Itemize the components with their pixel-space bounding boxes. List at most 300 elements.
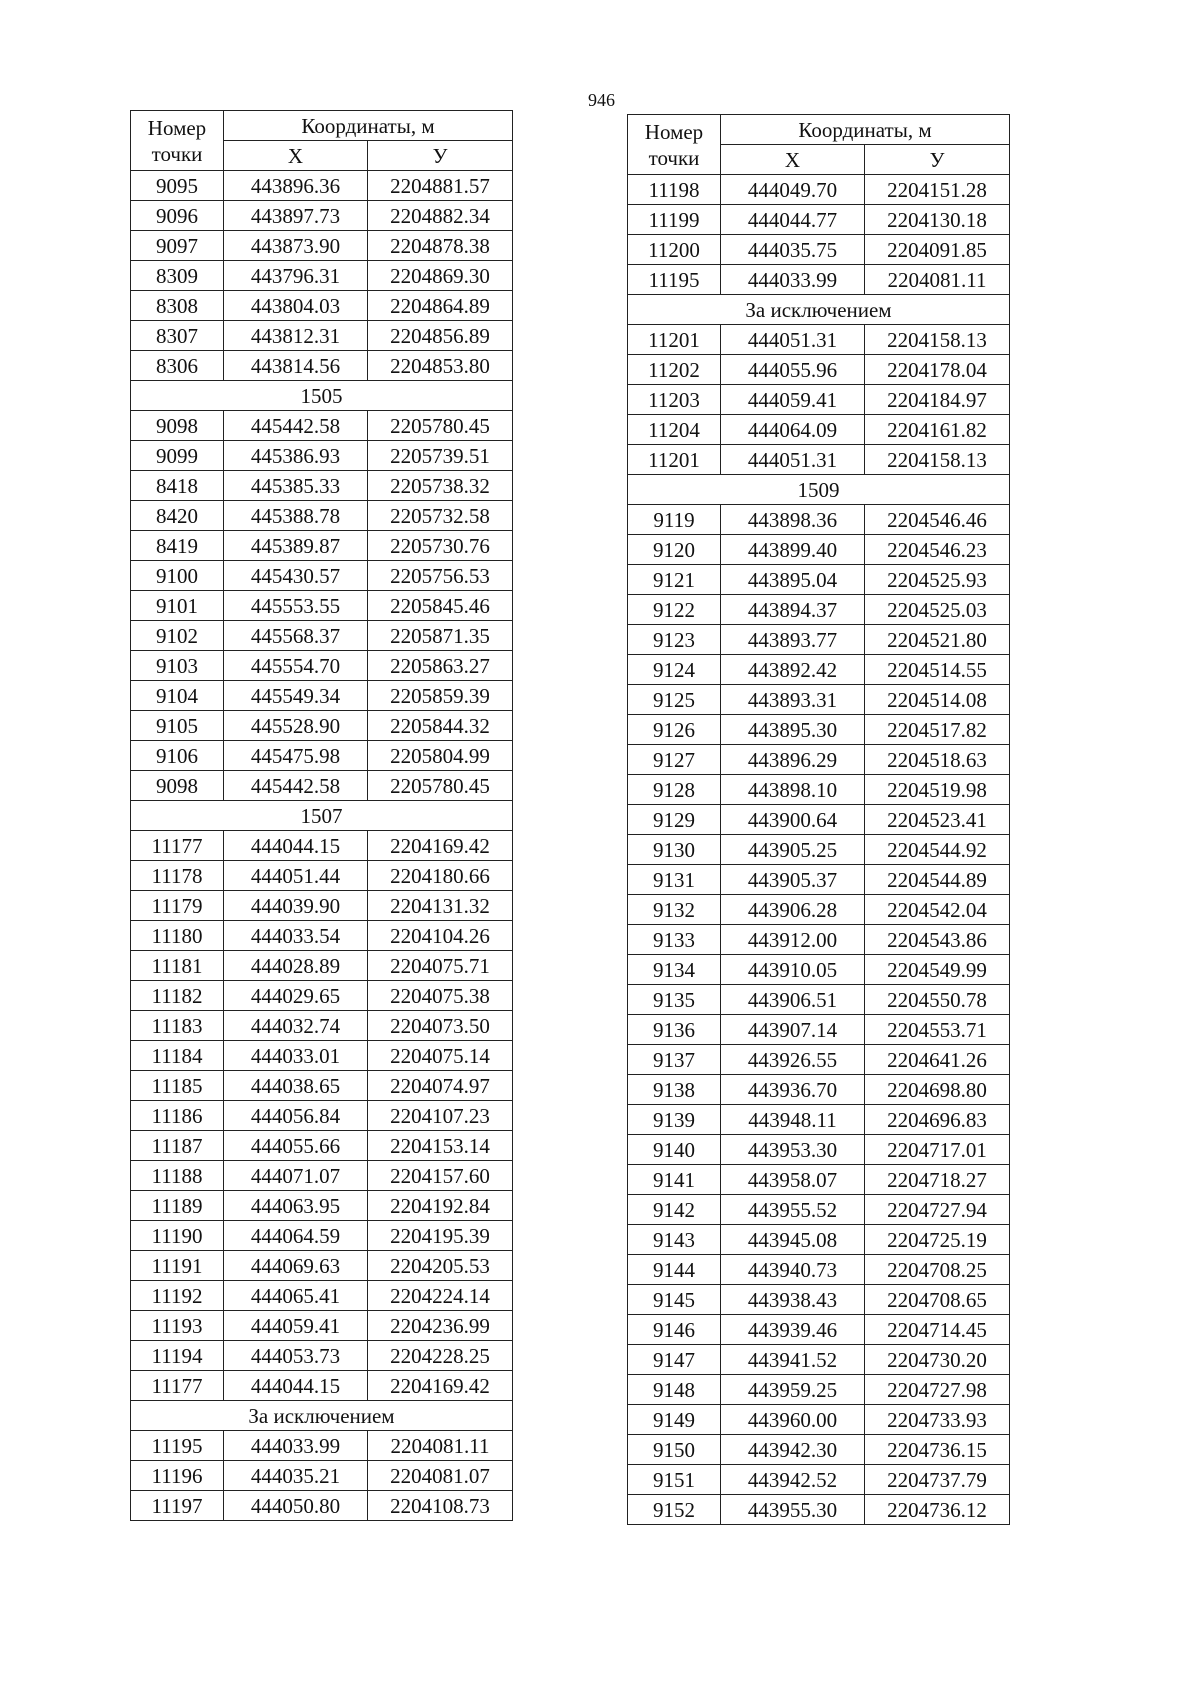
table-row — [628, 595, 1010, 625]
table-row — [628, 445, 1010, 475]
table-row — [131, 1131, 513, 1161]
x-coordinate-cell: 444059.41 — [224, 1311, 368, 1341]
table-row — [628, 1465, 1010, 1495]
point-number-cell: 9119 — [628, 505, 721, 535]
y-coordinate-cell: 2204736.12 — [865, 1495, 1010, 1525]
point-number-cell: 11202 — [628, 355, 721, 385]
section-label: 1507 — [131, 801, 513, 831]
table-row — [131, 201, 513, 231]
section-row — [131, 381, 513, 411]
x-coordinate-cell: 443894.37 — [721, 595, 865, 625]
y-coordinate-cell: 2204869.30 — [368, 261, 513, 291]
point-number-cell: 11192 — [131, 1281, 224, 1311]
x-coordinate-cell: 443959.25 — [721, 1375, 865, 1405]
y-coordinate-cell: 2205859.39 — [368, 681, 513, 711]
table-row — [628, 1375, 1010, 1405]
coordinates-table-left — [130, 110, 513, 1521]
point-number-header-line2: точки — [648, 145, 700, 170]
point-number-cell: 9098 — [131, 771, 224, 801]
y-coordinate-cell: 2204882.34 — [368, 201, 513, 231]
x-coordinate-cell: 445389.87 — [224, 531, 368, 561]
y-coordinate-cell: 2204714.45 — [865, 1315, 1010, 1345]
x-coordinate-cell: 444056.84 — [224, 1101, 368, 1131]
table-row — [628, 985, 1010, 1015]
y-coordinate-cell: 2204081.11 — [368, 1431, 513, 1461]
y-coordinate-cell: 2204161.82 — [865, 415, 1010, 445]
point-number-cell: 11179 — [131, 891, 224, 921]
x-coordinate-cell: 443955.52 — [721, 1195, 865, 1225]
table-row — [131, 171, 513, 201]
x-coordinate-cell: 444033.54 — [224, 921, 368, 951]
y-coordinate-cell: 2204169.42 — [368, 1371, 513, 1401]
table-row — [628, 175, 1010, 205]
y-coordinate-cell: 2205738.32 — [368, 471, 513, 501]
y-coordinate-cell: 2204104.26 — [368, 921, 513, 951]
y-coordinate-cell: 2204205.53 — [368, 1251, 513, 1281]
y-coordinate-cell: 2204698.80 — [865, 1075, 1010, 1105]
coordinates-table-right — [627, 114, 1010, 1525]
x-coordinate-cell: 443897.73 — [224, 201, 368, 231]
table-row — [131, 861, 513, 891]
point-number-cell: 9122 — [628, 595, 721, 625]
section-row — [131, 801, 513, 831]
y-coordinate-cell: 2204737.79 — [865, 1465, 1010, 1495]
point-number-cell: 8307 — [131, 321, 224, 351]
point-number-cell: 8419 — [131, 531, 224, 561]
y-coordinate-cell: 2204195.39 — [368, 1221, 513, 1251]
x-coordinate-cell: 443906.28 — [721, 895, 865, 925]
point-number-cell: 9099 — [131, 441, 224, 471]
x-coordinate-cell: 445430.57 — [224, 561, 368, 591]
x-coordinate-cell: 444064.09 — [721, 415, 865, 445]
table-row — [131, 591, 513, 621]
x-coordinate-cell: 443945.08 — [721, 1225, 865, 1255]
point-number-cell: 9134 — [628, 955, 721, 985]
point-number-cell: 11201 — [628, 325, 721, 355]
x-coordinate-cell: 443953.30 — [721, 1135, 865, 1165]
section-label: 1505 — [131, 381, 513, 411]
y-coordinate-cell: 2204192.84 — [368, 1191, 513, 1221]
y-coordinate-cell: 2204074.97 — [368, 1071, 513, 1101]
x-coordinate-cell: 443939.46 — [721, 1315, 865, 1345]
point-number-cell: 9121 — [628, 565, 721, 595]
y-coordinate-cell: 2204075.14 — [368, 1041, 513, 1071]
y-coordinate-cell: 2204157.60 — [368, 1161, 513, 1191]
point-number-cell: 9144 — [628, 1255, 721, 1285]
point-number-cell: 11180 — [131, 921, 224, 951]
x-coordinate-cell: 444051.44 — [224, 861, 368, 891]
table-row — [131, 891, 513, 921]
y-coordinate-cell: 2204224.14 — [368, 1281, 513, 1311]
x-coordinate-cell: 443958.07 — [721, 1165, 865, 1195]
y-coordinate-cell: 2205730.76 — [368, 531, 513, 561]
point-number-cell: 9147 — [628, 1345, 721, 1375]
y-coordinate-cell: 2204525.03 — [865, 595, 1010, 625]
table-row — [131, 1431, 513, 1461]
table-row — [628, 1345, 1010, 1375]
x-coordinate-cell: 444028.89 — [224, 951, 368, 981]
y-coordinate-cell: 2204518.63 — [865, 745, 1010, 775]
point-number-cell: 9130 — [628, 835, 721, 865]
table-row — [628, 1255, 1010, 1285]
table-row — [628, 715, 1010, 745]
table-row — [628, 1165, 1010, 1195]
point-number-cell: 8306 — [131, 351, 224, 381]
table-row — [131, 1461, 513, 1491]
table-row — [628, 1015, 1010, 1045]
point-number-cell: 9140 — [628, 1135, 721, 1165]
y-header: У — [368, 141, 513, 171]
point-number-cell: 11201 — [628, 445, 721, 475]
x-coordinate-cell: 444064.59 — [224, 1221, 368, 1251]
y-coordinate-cell: 2204881.57 — [368, 171, 513, 201]
point-number-cell: 11200 — [628, 235, 721, 265]
y-coordinate-cell: 2204081.07 — [368, 1461, 513, 1491]
x-coordinate-cell: 444059.41 — [721, 385, 865, 415]
point-number-cell: 9150 — [628, 1435, 721, 1465]
point-number-cell: 9149 — [628, 1405, 721, 1435]
point-number-cell: 9135 — [628, 985, 721, 1015]
point-number-cell: 9133 — [628, 925, 721, 955]
x-coordinate-cell: 443898.10 — [721, 775, 865, 805]
table-row — [628, 1105, 1010, 1135]
y-coordinate-cell: 2204725.19 — [865, 1225, 1010, 1255]
y-coordinate-cell: 2204180.66 — [368, 861, 513, 891]
table-row — [131, 1251, 513, 1281]
point-number-cell: 9103 — [131, 651, 224, 681]
y-coordinate-cell: 2204641.26 — [865, 1045, 1010, 1075]
x-coordinate-cell: 443893.31 — [721, 685, 865, 715]
point-number-cell: 11178 — [131, 861, 224, 891]
point-number-cell: 9136 — [628, 1015, 721, 1045]
x-coordinate-cell: 445442.58 — [224, 771, 368, 801]
x-coordinate-cell: 443812.31 — [224, 321, 368, 351]
table-row — [131, 1371, 513, 1401]
y-coordinate-cell: 2204228.25 — [368, 1341, 513, 1371]
x-coordinate-cell: 443910.05 — [721, 955, 865, 985]
table-row — [131, 291, 513, 321]
x-header: X — [721, 145, 865, 175]
y-coordinate-cell: 2204075.71 — [368, 951, 513, 981]
point-number-cell: 9096 — [131, 201, 224, 231]
y-coordinate-cell: 2204553.71 — [865, 1015, 1010, 1045]
point-number-cell: 11188 — [131, 1161, 224, 1191]
y-coordinate-cell: 2204521.80 — [865, 625, 1010, 655]
point-number-cell: 9132 — [628, 895, 721, 925]
table-row — [131, 1011, 513, 1041]
table-row — [628, 655, 1010, 685]
x-coordinate-cell: 443898.36 — [721, 505, 865, 535]
y-coordinate-cell: 2204131.32 — [368, 891, 513, 921]
point-number-cell: 11198 — [628, 175, 721, 205]
x-coordinate-cell: 444051.31 — [721, 445, 865, 475]
y-coordinate-cell: 2204514.08 — [865, 685, 1010, 715]
table-row — [628, 325, 1010, 355]
table-row — [131, 741, 513, 771]
table-row — [628, 625, 1010, 655]
point-number-cell: 9131 — [628, 865, 721, 895]
x-coordinate-cell: 444044.15 — [224, 831, 368, 861]
point-number-cell: 9128 — [628, 775, 721, 805]
x-coordinate-cell: 443942.52 — [721, 1465, 865, 1495]
table-row — [131, 1491, 513, 1521]
y-coordinate-cell: 2204549.99 — [865, 955, 1010, 985]
y-coordinate-cell: 2204525.93 — [865, 565, 1010, 595]
table-row — [628, 1225, 1010, 1255]
y-coordinate-cell: 2205780.45 — [368, 771, 513, 801]
table-row — [628, 685, 1010, 715]
y-coordinate-cell: 2205732.58 — [368, 501, 513, 531]
x-coordinate-cell: 443892.42 — [721, 655, 865, 685]
y-coordinate-cell: 2204544.92 — [865, 835, 1010, 865]
y-coordinate-cell: 2205863.27 — [368, 651, 513, 681]
point-number-cell: 9124 — [628, 655, 721, 685]
x-coordinate-cell: 443893.77 — [721, 625, 865, 655]
table-row — [628, 1075, 1010, 1105]
point-number-cell: 8420 — [131, 501, 224, 531]
point-number-cell: 11177 — [131, 1371, 224, 1401]
x-coordinate-cell: 443905.25 — [721, 835, 865, 865]
section-label: 1509 — [628, 475, 1010, 505]
table-row — [131, 831, 513, 861]
table-row — [628, 265, 1010, 295]
table-row — [628, 775, 1010, 805]
x-coordinate-cell: 444065.41 — [224, 1281, 368, 1311]
point-number-cell: 9141 — [628, 1165, 721, 1195]
table-row — [628, 925, 1010, 955]
x-coordinate-cell: 443814.56 — [224, 351, 368, 381]
x-coordinate-cell: 445388.78 — [224, 501, 368, 531]
x-coordinate-cell: 443940.73 — [721, 1255, 865, 1285]
y-coordinate-cell: 2204519.98 — [865, 775, 1010, 805]
point-number-cell: 11183 — [131, 1011, 224, 1041]
y-coordinate-cell: 2204546.46 — [865, 505, 1010, 535]
y-coordinate-cell: 2204878.38 — [368, 231, 513, 261]
table-row — [131, 1311, 513, 1341]
table-row — [131, 501, 513, 531]
y-coordinate-cell: 2204075.38 — [368, 981, 513, 1011]
table-row — [628, 955, 1010, 985]
x-coordinate-cell: 443926.55 — [721, 1045, 865, 1075]
point-number-cell: 9101 — [131, 591, 224, 621]
y-coordinate-cell: 2204544.89 — [865, 865, 1010, 895]
y-coordinate-cell: 2204730.20 — [865, 1345, 1010, 1375]
table-row — [628, 415, 1010, 445]
point-number-cell: 9097 — [131, 231, 224, 261]
point-number-cell: 11181 — [131, 951, 224, 981]
y-coordinate-cell: 2204178.04 — [865, 355, 1010, 385]
x-coordinate-cell: 445528.90 — [224, 711, 368, 741]
x-coordinate-cell: 444044.15 — [224, 1371, 368, 1401]
section-row — [131, 1401, 513, 1431]
point-number-cell: 9139 — [628, 1105, 721, 1135]
table-row — [628, 865, 1010, 895]
point-number-cell: 9102 — [131, 621, 224, 651]
point-number-cell: 11197 — [131, 1491, 224, 1521]
point-number-cell: 11190 — [131, 1221, 224, 1251]
y-coordinate-cell: 2204717.01 — [865, 1135, 1010, 1165]
x-coordinate-cell: 445553.55 — [224, 591, 368, 621]
y-coordinate-cell: 2204523.41 — [865, 805, 1010, 835]
point-number-cell: 8309 — [131, 261, 224, 291]
x-coordinate-cell: 443796.31 — [224, 261, 368, 291]
x-coordinate-cell: 445442.58 — [224, 411, 368, 441]
point-number-cell: 11187 — [131, 1131, 224, 1161]
point-number-cell: 11203 — [628, 385, 721, 415]
x-coordinate-cell: 443873.90 — [224, 231, 368, 261]
x-coordinate-cell: 444055.66 — [224, 1131, 368, 1161]
table-row — [628, 1315, 1010, 1345]
point-number-cell: 9127 — [628, 745, 721, 775]
point-number-cell: 11191 — [131, 1251, 224, 1281]
y-coordinate-cell: 2204736.15 — [865, 1435, 1010, 1465]
table-row — [628, 895, 1010, 925]
y-coordinate-cell: 2204169.42 — [368, 831, 513, 861]
y-coordinate-cell: 2204081.11 — [865, 265, 1010, 295]
table-row — [131, 561, 513, 591]
point-number-cell: 11195 — [131, 1431, 224, 1461]
x-coordinate-cell: 444071.07 — [224, 1161, 368, 1191]
x-coordinate-cell: 443912.00 — [721, 925, 865, 955]
point-number-cell: 8418 — [131, 471, 224, 501]
x-coordinate-cell: 444069.63 — [224, 1251, 368, 1281]
x-coordinate-cell: 443907.14 — [721, 1015, 865, 1045]
x-coordinate-cell: 444051.31 — [721, 325, 865, 355]
x-coordinate-cell: 443906.51 — [721, 985, 865, 1015]
y-coordinate-cell: 2205844.32 — [368, 711, 513, 741]
y-header: У — [865, 145, 1010, 175]
table-row — [628, 1405, 1010, 1435]
point-number-cell: 9098 — [131, 411, 224, 441]
table-row — [131, 261, 513, 291]
point-number-header-line2: точки — [151, 141, 203, 166]
x-coordinate-cell: 444049.70 — [721, 175, 865, 205]
point-number-cell: 9120 — [628, 535, 721, 565]
point-number-cell: 9143 — [628, 1225, 721, 1255]
coordinates-header: Координаты, м — [721, 115, 1010, 145]
x-coordinate-cell: 445386.93 — [224, 441, 368, 471]
point-number-header-line1: Номер — [644, 119, 704, 144]
point-number-cell: 11189 — [131, 1191, 224, 1221]
point-number-cell: 11186 — [131, 1101, 224, 1131]
table-row — [131, 471, 513, 501]
point-number-cell: 9137 — [628, 1045, 721, 1075]
x-coordinate-cell: 444033.99 — [224, 1431, 368, 1461]
table-row — [131, 1161, 513, 1191]
table-row — [628, 1435, 1010, 1465]
x-coordinate-cell: 444050.80 — [224, 1491, 368, 1521]
table-row — [131, 921, 513, 951]
table-row — [131, 1221, 513, 1251]
x-coordinate-cell: 445475.98 — [224, 741, 368, 771]
table-row — [628, 1135, 1010, 1165]
x-coordinate-cell: 443938.43 — [721, 1285, 865, 1315]
point-number-cell: 9105 — [131, 711, 224, 741]
x-header: X — [224, 141, 368, 171]
x-coordinate-cell: 444038.65 — [224, 1071, 368, 1101]
point-number-cell: 11199 — [628, 205, 721, 235]
y-coordinate-cell: 2204864.89 — [368, 291, 513, 321]
table-row — [131, 981, 513, 1011]
x-coordinate-cell: 445549.34 — [224, 681, 368, 711]
y-coordinate-cell: 2205871.35 — [368, 621, 513, 651]
x-coordinate-cell: 445568.37 — [224, 621, 368, 651]
point-number-cell: 9145 — [628, 1285, 721, 1315]
y-coordinate-cell: 2205780.45 — [368, 411, 513, 441]
point-number-cell: 11184 — [131, 1041, 224, 1071]
y-coordinate-cell: 2204073.50 — [368, 1011, 513, 1041]
y-coordinate-cell: 2204733.93 — [865, 1405, 1010, 1435]
table-row — [131, 531, 513, 561]
y-coordinate-cell: 2204130.18 — [865, 205, 1010, 235]
y-coordinate-cell: 2205756.53 — [368, 561, 513, 591]
y-coordinate-cell: 2204517.82 — [865, 715, 1010, 745]
point-number-cell: 9095 — [131, 171, 224, 201]
x-coordinate-cell: 444039.90 — [224, 891, 368, 921]
coordinates-header: Координаты, м — [224, 111, 513, 141]
table-row — [628, 205, 1010, 235]
y-coordinate-cell: 2204853.80 — [368, 351, 513, 381]
point-number-cell: 9148 — [628, 1375, 721, 1405]
x-coordinate-cell: 443936.70 — [721, 1075, 865, 1105]
y-coordinate-cell: 2204727.98 — [865, 1375, 1010, 1405]
x-coordinate-cell: 444055.96 — [721, 355, 865, 385]
table-row — [131, 1041, 513, 1071]
table-row — [131, 441, 513, 471]
y-coordinate-cell: 2204708.65 — [865, 1285, 1010, 1315]
point-number-header — [628, 115, 721, 175]
table-row — [628, 565, 1010, 595]
page-number: 946 — [588, 90, 615, 110]
y-coordinate-cell: 2204546.23 — [865, 535, 1010, 565]
table-row — [628, 355, 1010, 385]
table-row — [131, 651, 513, 681]
point-number-cell: 9123 — [628, 625, 721, 655]
point-number-cell: 9129 — [628, 805, 721, 835]
table-row — [131, 1341, 513, 1371]
x-coordinate-cell: 443955.30 — [721, 1495, 865, 1525]
y-coordinate-cell: 2204550.78 — [865, 985, 1010, 1015]
point-number-cell: 11194 — [131, 1341, 224, 1371]
x-coordinate-cell: 444063.95 — [224, 1191, 368, 1221]
table-row — [131, 1071, 513, 1101]
y-coordinate-cell: 2204856.89 — [368, 321, 513, 351]
y-coordinate-cell: 2204107.23 — [368, 1101, 513, 1131]
x-coordinate-cell: 443896.36 — [224, 171, 368, 201]
table-row — [131, 1191, 513, 1221]
table-row — [131, 681, 513, 711]
table-row — [131, 951, 513, 981]
y-coordinate-cell: 2204543.86 — [865, 925, 1010, 955]
table-row — [628, 1195, 1010, 1225]
table-row — [131, 711, 513, 741]
table-row — [131, 351, 513, 381]
y-coordinate-cell: 2204708.25 — [865, 1255, 1010, 1285]
x-coordinate-cell: 443900.64 — [721, 805, 865, 835]
y-coordinate-cell: 2204718.27 — [865, 1165, 1010, 1195]
x-coordinate-cell: 443896.29 — [721, 745, 865, 775]
x-coordinate-cell: 443895.04 — [721, 565, 865, 595]
y-coordinate-cell: 2205845.46 — [368, 591, 513, 621]
point-number-cell: 9126 — [628, 715, 721, 745]
y-coordinate-cell: 2204158.13 — [865, 445, 1010, 475]
x-coordinate-cell: 444033.01 — [224, 1041, 368, 1071]
section-label: За исключением — [131, 1401, 513, 1431]
y-coordinate-cell: 2204514.55 — [865, 655, 1010, 685]
point-number-cell: 11204 — [628, 415, 721, 445]
y-coordinate-cell: 2204158.13 — [865, 325, 1010, 355]
x-coordinate-cell: 443899.40 — [721, 535, 865, 565]
